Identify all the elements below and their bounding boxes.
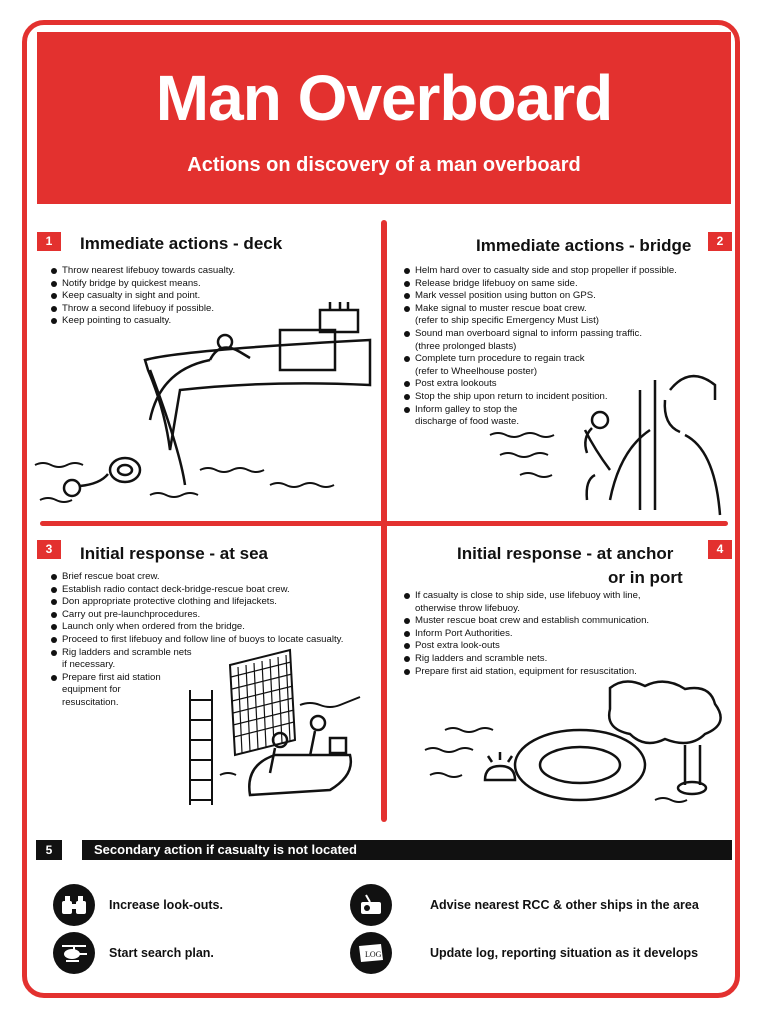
- list-item: Keep casualty in sight and point.: [50, 290, 235, 303]
- list-item: Throw nearest lifebuoy towards casualty.: [50, 265, 235, 278]
- action-label: Increase look-outs.: [109, 898, 223, 912]
- action-advise-rcc: [350, 884, 699, 926]
- section-1-number: 1: [37, 232, 61, 251]
- action-label: Start search plan.: [109, 946, 214, 960]
- list-item: Complete turn procedure to regain track: [403, 353, 677, 366]
- list-item: (refer to Wheelhouse poster): [415, 365, 538, 377]
- section-4-title-line1: Initial response - at anchor: [457, 544, 674, 563]
- list-item: otherwise throw lifebuoy.: [415, 602, 520, 614]
- list-item: Post extra look-outs: [403, 640, 649, 653]
- section-5-number: 5: [36, 840, 62, 860]
- section-4-list: [403, 590, 649, 678]
- section-3-number: 3: [37, 540, 61, 559]
- list-item: Rig ladders and scramble nets: [50, 647, 343, 660]
- list-item: Stop the ship upon return to incident position.: [403, 391, 677, 404]
- list-item: Mark vessel position using button on GPS.: [403, 290, 677, 303]
- list-item: Don appropriate protective clothing and lifejackets.: [50, 596, 343, 609]
- list-item: Inform Port Authorities.: [403, 628, 649, 641]
- section-3-title: Initial response - at sea: [80, 544, 269, 563]
- list-item: discharge of food waste.: [415, 416, 519, 428]
- radio-icon: [350, 884, 392, 926]
- bridge-officer-illustration: [480, 360, 730, 520]
- section-4-number: 4: [708, 540, 732, 559]
- list-item: equipment for: [62, 684, 121, 696]
- section-4-title-line2: or in port: [608, 568, 683, 587]
- list-item: If casualty is close to ship side, use lifebuoy with line,: [403, 590, 649, 603]
- list-item: Proceed to first lifebuoy and follow line of buoys to locate casualty.: [50, 634, 343, 647]
- action-label: Advise nearest RCC & other ships in the area: [430, 898, 699, 912]
- action-update-log: [350, 932, 698, 974]
- list-item: Notify bridge by quickest means.: [50, 278, 235, 291]
- logbook-icon-text: LOG: [365, 950, 382, 959]
- list-item: (three prolonged blasts): [415, 340, 517, 352]
- section-1-title: Immediate actions - deck: [80, 234, 283, 253]
- poster-header: [37, 32, 731, 204]
- list-item: if necessary.: [62, 659, 116, 671]
- list-item: Prepare first aid station, equipment for resuscitation.: [403, 666, 649, 679]
- list-item: Muster rescue boat crew and establish communication.: [403, 615, 649, 628]
- list-item: Brief rescue boat crew.: [50, 571, 343, 584]
- horizontal-divider: [40, 521, 728, 526]
- logbook-icon: [350, 932, 392, 974]
- list-item: Release bridge lifebuoy on same side.: [403, 278, 677, 291]
- action-start-search-plan: [53, 932, 214, 974]
- list-item: resuscitation.: [62, 696, 119, 708]
- binoculars-icon: [53, 884, 95, 926]
- list-item: Make signal to muster rescue boat crew.: [403, 303, 677, 316]
- section-2-title: Immediate actions - bridge: [476, 236, 692, 255]
- action-increase-lookouts: [53, 884, 223, 926]
- ship-bow-illustration: [30, 300, 380, 510]
- list-item: Launch only when ordered from the bridge.: [50, 621, 343, 634]
- lifebuoy-smoke-illustration: [420, 680, 740, 820]
- list-item: Prepare first aid station: [50, 672, 343, 685]
- section-5-title: Secondary action if casualty is not located: [82, 840, 732, 860]
- list-item: Inform galley to stop the: [403, 404, 677, 417]
- list-item: Sound man overboard signal to inform passing traffic.: [403, 328, 677, 341]
- list-item: (refer to ship specific Emergency Must List): [415, 315, 599, 327]
- list-item: Carry out pre-launchprocedures.: [50, 609, 343, 622]
- list-item: Rig ladders and scramble nets.: [403, 653, 649, 666]
- list-item: Helm hard over to casualty side and stop propeller if possible.: [403, 265, 677, 278]
- list-item: Keep pointing to casualty.: [50, 315, 235, 328]
- helicopter-icon: [53, 932, 95, 974]
- list-item: Establish radio contact deck-bridge-rescue boat crew.: [50, 584, 343, 597]
- page-title: Man Overboard: [155, 62, 613, 134]
- list-item: Post extra lookouts: [403, 378, 677, 391]
- action-label: Update log, reporting situation as it develops: [430, 946, 699, 960]
- rescue-boat-illustration: [180, 645, 375, 810]
- page-subtitle: Actions on discovery of a man overboard: [187, 154, 581, 176]
- list-item: Throw a second lifebuoy if possible.: [50, 303, 235, 316]
- secondary-action-bar: [36, 840, 732, 860]
- section-2-number: 2: [708, 232, 732, 251]
